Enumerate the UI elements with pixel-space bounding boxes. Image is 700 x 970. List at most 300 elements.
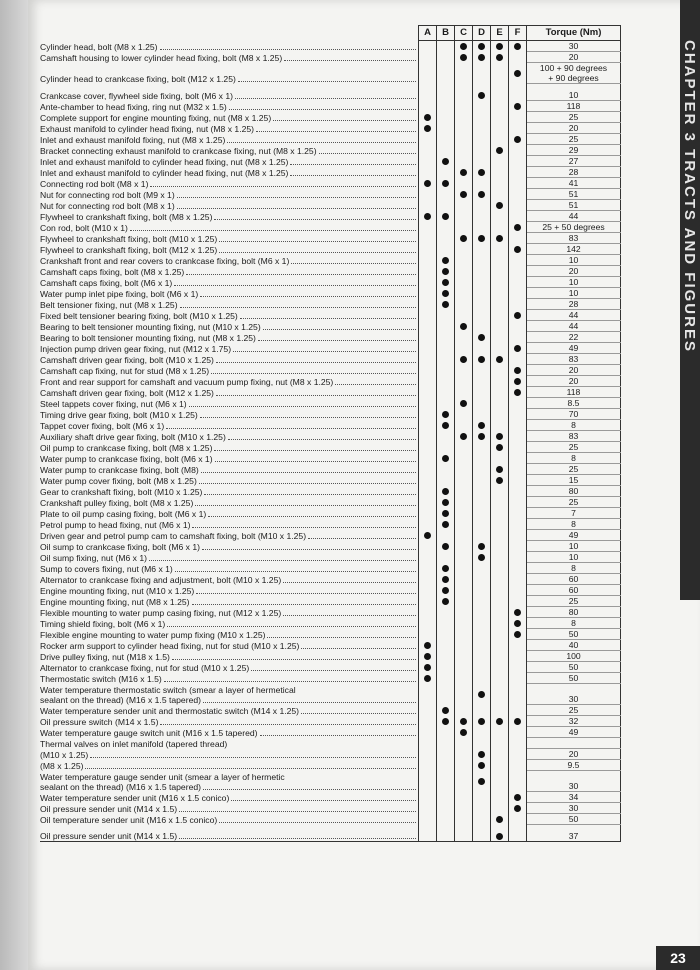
column-e-cell: [491, 760, 509, 771]
column-f-cell: [509, 607, 527, 618]
description-line: [40, 311, 418, 321]
applicability-dot-icon: [478, 54, 485, 61]
description-line: [40, 750, 418, 760]
description-line: [40, 706, 418, 716]
applicability-dot-icon: [478, 751, 485, 758]
column-b-cell: [437, 211, 455, 222]
dot-leader: [149, 560, 416, 561]
column-a-cell: [419, 321, 437, 332]
torque-value-line: 10: [568, 90, 579, 100]
column-a-cell: [419, 244, 437, 255]
dot-leader: [267, 637, 416, 638]
column-f-cell: [509, 354, 527, 365]
column-f-cell: [509, 233, 527, 244]
torque-value-line: 100 + 90 degrees: [539, 63, 608, 73]
torque-value: [527, 211, 621, 222]
column-f-cell: [509, 629, 527, 640]
dot-leader: [301, 648, 416, 649]
column-f-cell: [509, 541, 527, 552]
description-line: [40, 793, 418, 803]
torque-value: [527, 475, 621, 486]
torque-value: [527, 814, 621, 825]
applicability-dot-icon: [478, 191, 485, 198]
dot-leader: [256, 131, 416, 132]
description-text: Engine mounting fixing, nut (M10 x 1.25): [40, 585, 195, 596]
column-b-cell: [437, 760, 455, 771]
torque-value-line: 20: [568, 52, 579, 62]
column-f-cell: [509, 760, 527, 771]
column-a-cell: [419, 167, 437, 178]
description-line: [40, 575, 418, 585]
column-f-cell: [509, 52, 527, 63]
column-a-cell: [419, 211, 437, 222]
description-line: [40, 772, 418, 782]
torque-value-line: 22: [568, 332, 579, 342]
column-a-cell: [419, 310, 437, 321]
table-row: [40, 156, 621, 167]
column-d-cell: [473, 552, 491, 563]
applicability-dot-icon: [478, 778, 485, 785]
column-b-cell: [437, 409, 455, 420]
description-text: Rocker arm support to cylinder head fixing, nut for stud (M10 x 1.25): [40, 640, 300, 651]
applicability-dot-icon: [496, 816, 503, 823]
column-a-cell: [419, 63, 437, 84]
applicability-dot-icon: [478, 543, 485, 550]
torque-value-line: 51: [568, 200, 579, 210]
column-d-header: D: [473, 26, 491, 41]
column-f-cell: [509, 431, 527, 442]
column-c-cell: [455, 233, 473, 244]
torque-value: [527, 244, 621, 255]
column-d-cell: [473, 508, 491, 519]
description-text: Water pump to crankcase fixing, bolt (M6 x 1): [40, 453, 213, 464]
torque-value-line: 10: [568, 541, 579, 551]
column-e-cell: [491, 541, 509, 552]
description-line: [40, 608, 418, 618]
column-c-cell: [455, 431, 473, 442]
description-line: [40, 443, 418, 453]
table-row: [40, 288, 621, 299]
torque-value: [527, 684, 621, 705]
column-b-cell: [437, 705, 455, 716]
column-c-cell: [455, 277, 473, 288]
torque-value: [527, 63, 621, 84]
applicability-dot-icon: [478, 718, 485, 725]
column-b-cell: [437, 640, 455, 651]
column-a-cell: [419, 803, 437, 814]
column-f-cell: [509, 585, 527, 596]
description-line: [40, 498, 418, 508]
column-f-cell: [509, 563, 527, 574]
column-d-cell: [473, 629, 491, 640]
column-f-cell: [509, 387, 527, 398]
column-d-cell: [473, 574, 491, 585]
table-row: [40, 365, 621, 376]
description-text: Camshaft housing to lower cylinder head fixing, bolt (M8 x 1.25): [40, 52, 283, 63]
dot-leader: [216, 362, 416, 363]
table-row: [40, 814, 621, 825]
dot-leader: [215, 461, 416, 462]
column-a-cell: [419, 112, 437, 123]
column-a-cell: [419, 541, 437, 552]
component-description: [40, 431, 419, 442]
column-c-cell: [455, 814, 473, 825]
column-d-cell: [473, 354, 491, 365]
description-line: [40, 168, 418, 178]
torque-value-line: 60: [568, 574, 579, 584]
description-line: [40, 695, 418, 705]
torque-value: [527, 420, 621, 431]
column-c-cell: [455, 673, 473, 684]
torque-value: [527, 409, 621, 420]
column-f-cell: [509, 673, 527, 684]
column-c-cell: [455, 771, 473, 792]
column-f-cell: [509, 288, 527, 299]
component-description: [40, 508, 419, 519]
column-d-cell: [473, 442, 491, 453]
column-f-cell: [509, 101, 527, 112]
component-description: [40, 760, 419, 771]
component-description: [40, 332, 419, 343]
torque-value-line: 9.5: [567, 760, 580, 770]
description-line: [40, 410, 418, 420]
table-row: [40, 749, 621, 760]
description-text: Plate to oil pump casing fixing, bolt (M6 x 1): [40, 508, 207, 519]
column-f-cell: [509, 41, 527, 52]
table-row: [40, 618, 621, 629]
torque-value: [527, 299, 621, 310]
torque-value: [527, 541, 621, 552]
column-c-cell: [455, 134, 473, 145]
column-f-cell: [509, 486, 527, 497]
column-d-cell: [473, 420, 491, 431]
table-header-row: [40, 26, 621, 41]
column-d-cell: [473, 41, 491, 52]
column-c-cell: [455, 63, 473, 84]
column-e-cell: [491, 90, 509, 101]
column-a-cell: [419, 52, 437, 63]
column-b-cell: [437, 387, 455, 398]
applicability-dot-icon: [496, 147, 503, 154]
column-a-cell: [419, 831, 437, 842]
column-c-cell: [455, 387, 473, 398]
description-text: Petrol pump to head fixing, nut (M6 x 1): [40, 519, 191, 530]
dot-leader: [85, 768, 416, 769]
column-d-cell: [473, 705, 491, 716]
description-line: [40, 782, 418, 792]
column-c-cell: [455, 651, 473, 662]
column-a-cell: [419, 618, 437, 629]
dot-leader: [219, 822, 416, 823]
applicability-dot-icon: [496, 433, 503, 440]
column-c-cell: [455, 310, 473, 321]
column-d-cell: [473, 332, 491, 343]
column-f-cell: [509, 189, 527, 200]
table-row: [40, 705, 621, 716]
torque-value-line: 25: [568, 497, 579, 507]
applicability-dot-icon: [460, 191, 467, 198]
column-b-cell: [437, 563, 455, 574]
torque-value-line: 40: [568, 640, 579, 650]
column-c-cell: [455, 101, 473, 112]
column-d-cell: [473, 453, 491, 464]
column-b-cell: [437, 431, 455, 442]
column-e-cell: [491, 63, 509, 84]
table-row: [40, 640, 621, 651]
component-description: [40, 101, 419, 112]
table-row: [40, 486, 621, 497]
column-b-cell: [437, 288, 455, 299]
table-row: [40, 541, 621, 552]
description-line: [40, 652, 418, 662]
column-c-cell: [455, 486, 473, 497]
column-d-cell: [473, 101, 491, 112]
column-c-cell: [455, 420, 473, 431]
table-row: [40, 716, 621, 727]
column-b-cell: [437, 464, 455, 475]
column-d-cell: [473, 123, 491, 134]
torque-value: [527, 233, 621, 244]
column-f-cell: [509, 420, 527, 431]
column-e-cell: [491, 651, 509, 662]
column-d-cell: [473, 831, 491, 842]
column-c-cell: [455, 803, 473, 814]
component-description: [40, 442, 419, 453]
column-e-cell: [491, 41, 509, 52]
table-row: [40, 508, 621, 519]
column-c-cell: [455, 343, 473, 354]
column-e-cell: [491, 662, 509, 673]
column-c-cell: [455, 409, 473, 420]
torque-value-line: 80: [568, 486, 579, 496]
column-c-cell: [455, 464, 473, 475]
column-c-cell: [455, 727, 473, 738]
column-b-cell: [437, 749, 455, 760]
column-d-cell: [473, 90, 491, 101]
torque-value-line: 83: [568, 233, 579, 243]
column-b-cell: [437, 651, 455, 662]
column-a-cell: [419, 288, 437, 299]
table-row: [40, 607, 621, 618]
column-f-cell: [509, 651, 527, 662]
column-b-cell: [437, 673, 455, 684]
applicability-dot-icon: [496, 356, 503, 363]
column-e-cell: [491, 508, 509, 519]
torque-value-line: [527, 771, 620, 781]
dot-leader: [180, 307, 416, 308]
column-e-cell: [491, 431, 509, 442]
description-text: Driven gear and petrol pump cam to camshaft fixing, bolt (M10 x 1.25): [40, 530, 307, 541]
column-f-cell: [509, 749, 527, 760]
torque-value: [527, 607, 621, 618]
dot-leader: [238, 81, 416, 82]
column-c-header: C: [455, 26, 473, 41]
torque-table: [40, 25, 621, 842]
column-a-cell: [419, 343, 437, 354]
table-row: [40, 662, 621, 673]
description-text: Alternator to crankcase fixing, nut for stud (M10 x 1.25): [40, 662, 250, 673]
column-b-cell: [437, 398, 455, 409]
dot-leader: [166, 428, 416, 429]
column-a-header: A: [419, 26, 437, 41]
component-description: [40, 266, 419, 277]
dot-leader: [189, 406, 416, 407]
description-text: (M8 x 1.25): [40, 760, 84, 771]
table-row: [40, 552, 621, 563]
column-d-cell: [473, 112, 491, 123]
column-d-cell: [473, 475, 491, 486]
column-d-cell: [473, 716, 491, 727]
description-line: [40, 124, 418, 134]
column-c-cell: [455, 552, 473, 563]
torque-value-line: 44: [568, 211, 579, 221]
applicability-dot-icon: [514, 389, 521, 396]
description-text: Bearing to bolt tensioner mounting fixing, nut (M8 x 1.25): [40, 332, 256, 343]
column-e-cell: [491, 255, 509, 266]
column-b-cell: [437, 475, 455, 486]
column-e-cell: [491, 771, 509, 792]
column-d-cell: [473, 343, 491, 354]
column-a-cell: [419, 464, 437, 475]
dot-leader: [229, 109, 416, 110]
column-e-cell: [491, 211, 509, 222]
applicability-dot-icon: [460, 356, 467, 363]
dot-leader: [200, 417, 416, 418]
column-d-cell: [473, 727, 491, 738]
description-text: Camshaft caps fixing, bolt (M6 x 1): [40, 277, 173, 288]
column-d-cell: [473, 200, 491, 211]
column-a-cell: [419, 760, 437, 771]
applicability-dot-icon: [514, 70, 521, 77]
description-line: [40, 520, 418, 530]
table-row: [40, 475, 621, 486]
component-description: [40, 552, 419, 563]
table-row: [40, 90, 621, 101]
column-e-cell: [491, 167, 509, 178]
column-e-cell: [491, 453, 509, 464]
column-d-cell: [473, 398, 491, 409]
torque-value-line: 25: [568, 134, 579, 144]
description-line: [40, 728, 418, 738]
dot-leader: [291, 263, 416, 264]
torque-value: [527, 831, 621, 842]
description-text: Oil sump fixing, nut (M6 x 1): [40, 552, 147, 563]
column-c-cell: [455, 563, 473, 574]
dot-leader: [235, 98, 416, 99]
applicability-dot-icon: [442, 268, 449, 275]
torque-value-line: 83: [568, 354, 579, 364]
component-description: [40, 684, 419, 705]
column-d-cell: [473, 222, 491, 233]
torque-value-line: 80: [568, 607, 579, 617]
description-line: [40, 388, 418, 398]
column-f-cell: [509, 662, 527, 673]
table-row: [40, 200, 621, 211]
table-row: [40, 167, 621, 178]
table-row: [40, 52, 621, 63]
description-line: [40, 91, 418, 101]
column-b-cell: [437, 123, 455, 134]
torque-value: [527, 749, 621, 760]
torque-value-line: 10: [568, 255, 579, 265]
column-a-cell: [419, 277, 437, 288]
column-a-cell: [419, 629, 437, 640]
table-row: [40, 651, 621, 662]
component-description: [40, 464, 419, 475]
column-f-cell: [509, 530, 527, 541]
dot-leader: [130, 230, 416, 231]
component-description: [40, 738, 419, 749]
component-description: [40, 376, 419, 387]
column-c-cell: [455, 618, 473, 629]
description-line: [40, 739, 418, 749]
component-description: [40, 409, 419, 420]
column-a-cell: [419, 475, 437, 486]
applicability-dot-icon: [442, 510, 449, 517]
description-text: Gear to crankshaft fixing, bolt (M10 x 1.25): [40, 486, 203, 497]
description-line: [40, 74, 418, 84]
applicability-dot-icon: [460, 235, 467, 242]
table-row: [40, 321, 621, 332]
column-c-cell: [455, 41, 473, 52]
column-a-cell: [419, 596, 437, 607]
column-a-cell: [419, 41, 437, 52]
column-f-cell: [509, 63, 527, 84]
component-description: [40, 596, 419, 607]
description-text: Water pump to crankcase fixing, bolt (M8): [40, 464, 199, 475]
column-a-cell: [419, 640, 437, 651]
column-e-cell: [491, 123, 509, 134]
dot-leader: [284, 60, 416, 61]
component-description: [40, 792, 419, 803]
table-row: [40, 596, 621, 607]
column-f-cell: [509, 211, 527, 222]
column-a-cell: [419, 673, 437, 684]
description-text: Alternator to crankcase fixing and adjustment, bolt (M10 x 1.25): [40, 574, 282, 585]
column-b-cell: [437, 156, 455, 167]
description-line: [40, 597, 418, 607]
component-description: [40, 299, 419, 310]
torque-value-line: [527, 684, 620, 694]
applicability-dot-icon: [496, 43, 503, 50]
applicability-dot-icon: [424, 532, 431, 539]
column-f-cell: [509, 156, 527, 167]
component-description: [40, 63, 419, 84]
column-c-cell: [455, 288, 473, 299]
table-row: [40, 530, 621, 541]
table-row: [40, 387, 621, 398]
applicability-dot-icon: [442, 565, 449, 572]
applicability-dot-icon: [442, 707, 449, 714]
applicability-dot-icon: [514, 631, 521, 638]
column-c-cell: [455, 167, 473, 178]
description-text: Front and rear support for camshaft and vacuum pump fixing, nut (M8 x 1.25): [40, 376, 334, 387]
torque-value-line: 30: [568, 803, 579, 813]
torque-value: [527, 387, 621, 398]
component-description: [40, 771, 419, 792]
component-description: [40, 321, 419, 332]
column-b-cell: [437, 222, 455, 233]
description-line: [40, 564, 418, 574]
column-a-cell: [419, 530, 437, 541]
column-d-cell: [473, 409, 491, 420]
column-a-cell: [419, 684, 437, 705]
column-a-cell: [419, 299, 437, 310]
column-f-cell: [509, 508, 527, 519]
column-b-cell: [437, 277, 455, 288]
table-row: [40, 585, 621, 596]
torque-value: [527, 255, 621, 266]
